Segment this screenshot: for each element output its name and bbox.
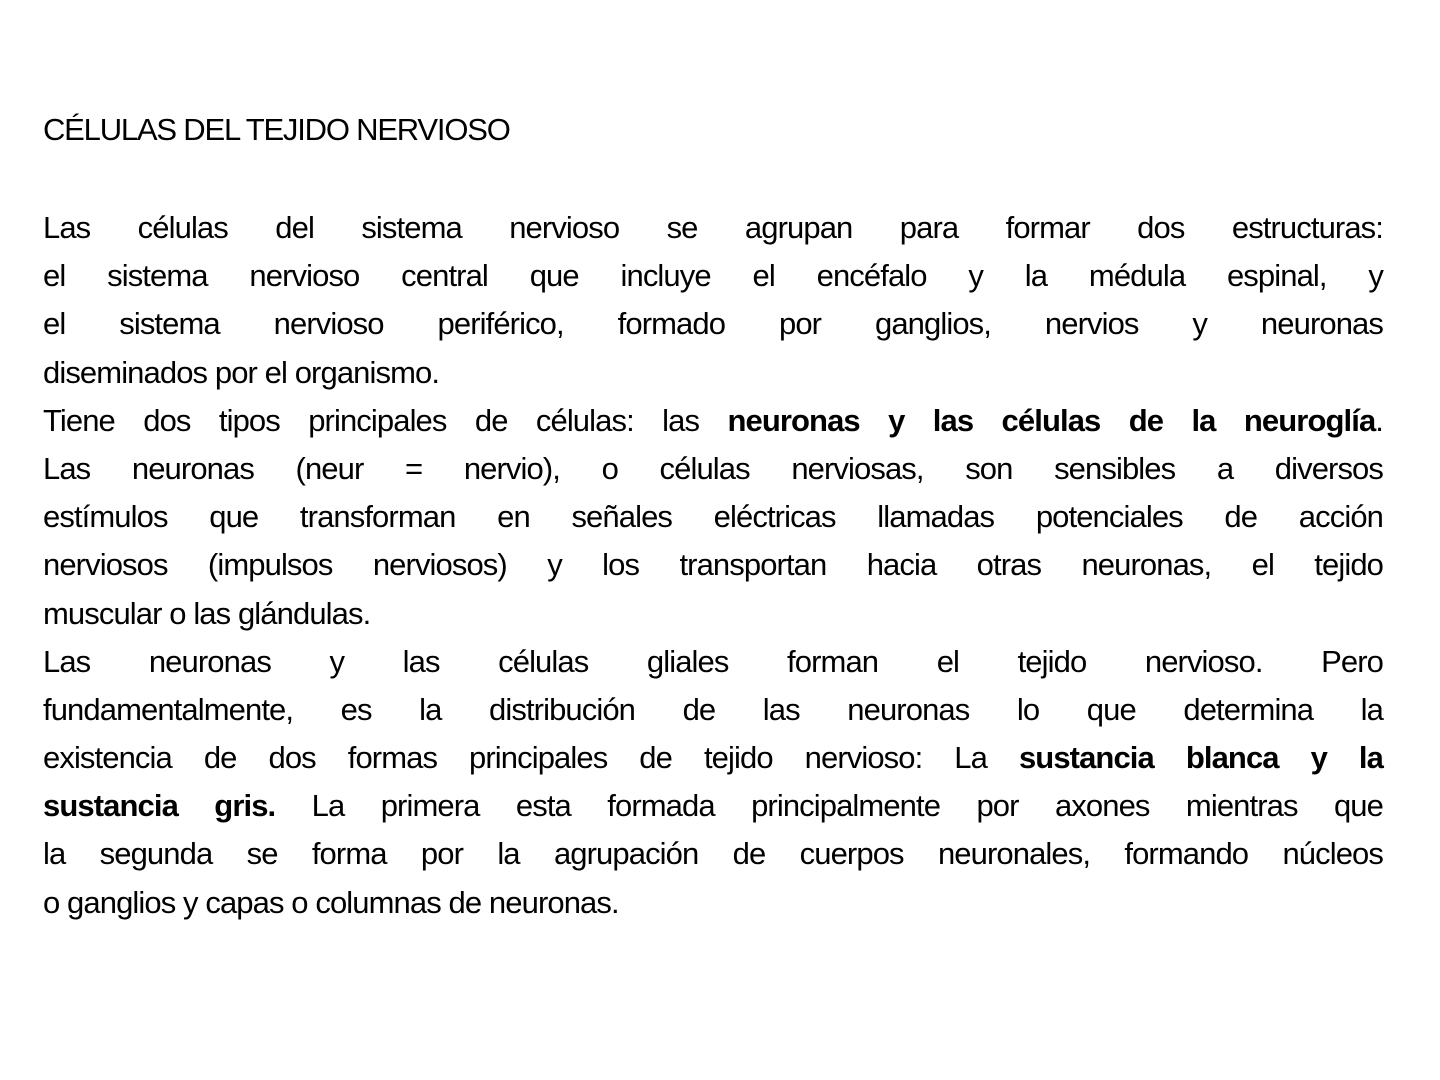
- text-line: o ganglios y capas o columnas de neuronas.: [43, 884, 619, 920]
- text-line: muscular o las glándulas.: [43, 595, 371, 631]
- text-line: el sistema nervioso periférico, formado por ganglios, nervios y neuronas: [43, 306, 1383, 342]
- text-line: [43, 734, 1383, 782]
- paragraph-cell-types: [43, 397, 1383, 445]
- text-run: Tiene dos tipos principales de células: las: [43, 402, 728, 438]
- text-line: diseminados por el organismo.: [43, 354, 440, 390]
- text-line: estímulos que transforman en señales eléctricas llamadas potenciales de acción: [43, 499, 1383, 535]
- text-run: La primera esta formada principalmente por axones mientras que: [275, 788, 1383, 824]
- text-line: Las neuronas (neur = nervio), o células nerviosas, son sensibles a diversos: [43, 450, 1383, 486]
- text-run: .: [1375, 402, 1383, 438]
- bold-term: neuronas y las células de la neuroglía: [727, 402, 1376, 438]
- text-line: nerviosos (impulsos nerviosos) y los transportan hacia otras neuronas, el tejido: [43, 547, 1383, 583]
- text-line: fundamentalmente, es la distribución de las neuronas lo que determina la: [43, 691, 1383, 727]
- paragraph-substances: [43, 638, 1383, 927]
- bold-term: sustancia blanca y la: [1018, 740, 1383, 776]
- slide-content: [43, 108, 1383, 927]
- paragraph-structures: [43, 204, 1383, 397]
- paragraph-neurons: [43, 445, 1383, 638]
- bold-term: sustancia gris.: [43, 788, 276, 824]
- text-line: Las células del sistema nervioso se agrupan para formar dos estructuras:: [43, 210, 1383, 245]
- text-line: [43, 782, 1383, 830]
- document-title: CÉLULAS DEL TEJIDO NERVIOSO: [43, 112, 510, 147]
- text-line: el sistema nervioso central que incluye el encéfalo y la médula espinal, y: [43, 258, 1383, 294]
- text-run: existencia de dos formas principales de tejido nervioso: La: [43, 740, 1019, 776]
- text-line: Las neuronas y las células gliales forman el tejido nervioso. Pero: [43, 643, 1383, 679]
- text-line: la segunda se forma por la agrupación de cuerpos neuronales, formando núcleos: [43, 836, 1383, 872]
- text-line: [43, 397, 1383, 445]
